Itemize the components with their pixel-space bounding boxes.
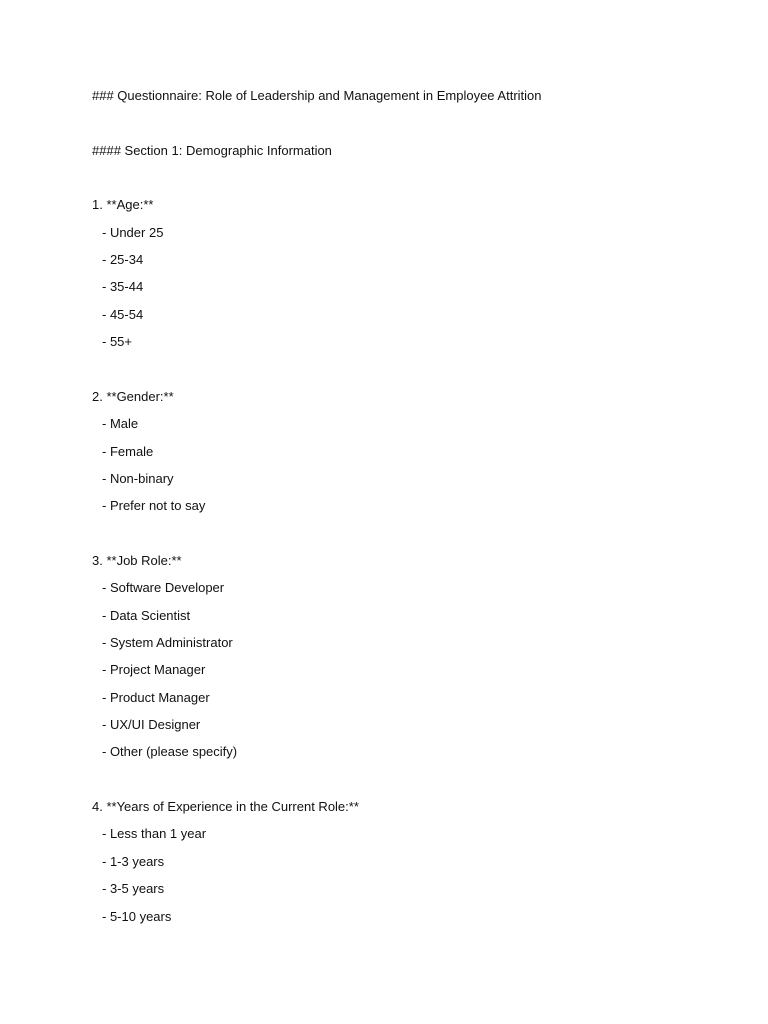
answer-option: - UX/UI Designer xyxy=(102,717,201,732)
question-label: 4. **Years of Experience in the Current Role:** xyxy=(92,799,359,814)
answer-option: - Under 25 xyxy=(102,225,164,240)
answer-option: - 3-5 years xyxy=(102,881,165,896)
answer-option: - 55+ xyxy=(102,334,132,349)
question-label: 1. **Age:** xyxy=(92,197,154,212)
answer-option: - Product Manager xyxy=(102,690,210,705)
answer-option: - Non-binary xyxy=(102,471,174,486)
section-heading: #### Section 1: Demographic Information xyxy=(92,143,332,158)
answer-option: - Male xyxy=(102,416,139,431)
answer-option: - Data Scientist xyxy=(102,608,191,623)
answer-option: - Other (please specify) xyxy=(102,744,238,759)
answer-option: - Female xyxy=(102,444,154,459)
answer-option: - Prefer not to say xyxy=(102,498,206,513)
document-title: ### Questionnaire: Role of Leadership and Management in Employee Attrition xyxy=(92,88,542,103)
answer-option: - 45-54 xyxy=(102,307,144,322)
answer-option: - 35-44 xyxy=(102,279,144,294)
answer-option: - 5-10 years xyxy=(102,909,172,924)
answer-option: - 1-3 years xyxy=(102,854,165,869)
answer-option: - 25-34 xyxy=(102,252,144,267)
question-label: 2. **Gender:** xyxy=(92,389,174,404)
answer-option: - Software Developer xyxy=(102,580,225,595)
answer-option: - Project Manager xyxy=(102,662,206,677)
answer-option: - System Administrator xyxy=(102,635,233,650)
answer-option: - Less than 1 year xyxy=(102,826,207,841)
question-label: 3. **Job Role:** xyxy=(92,553,182,568)
